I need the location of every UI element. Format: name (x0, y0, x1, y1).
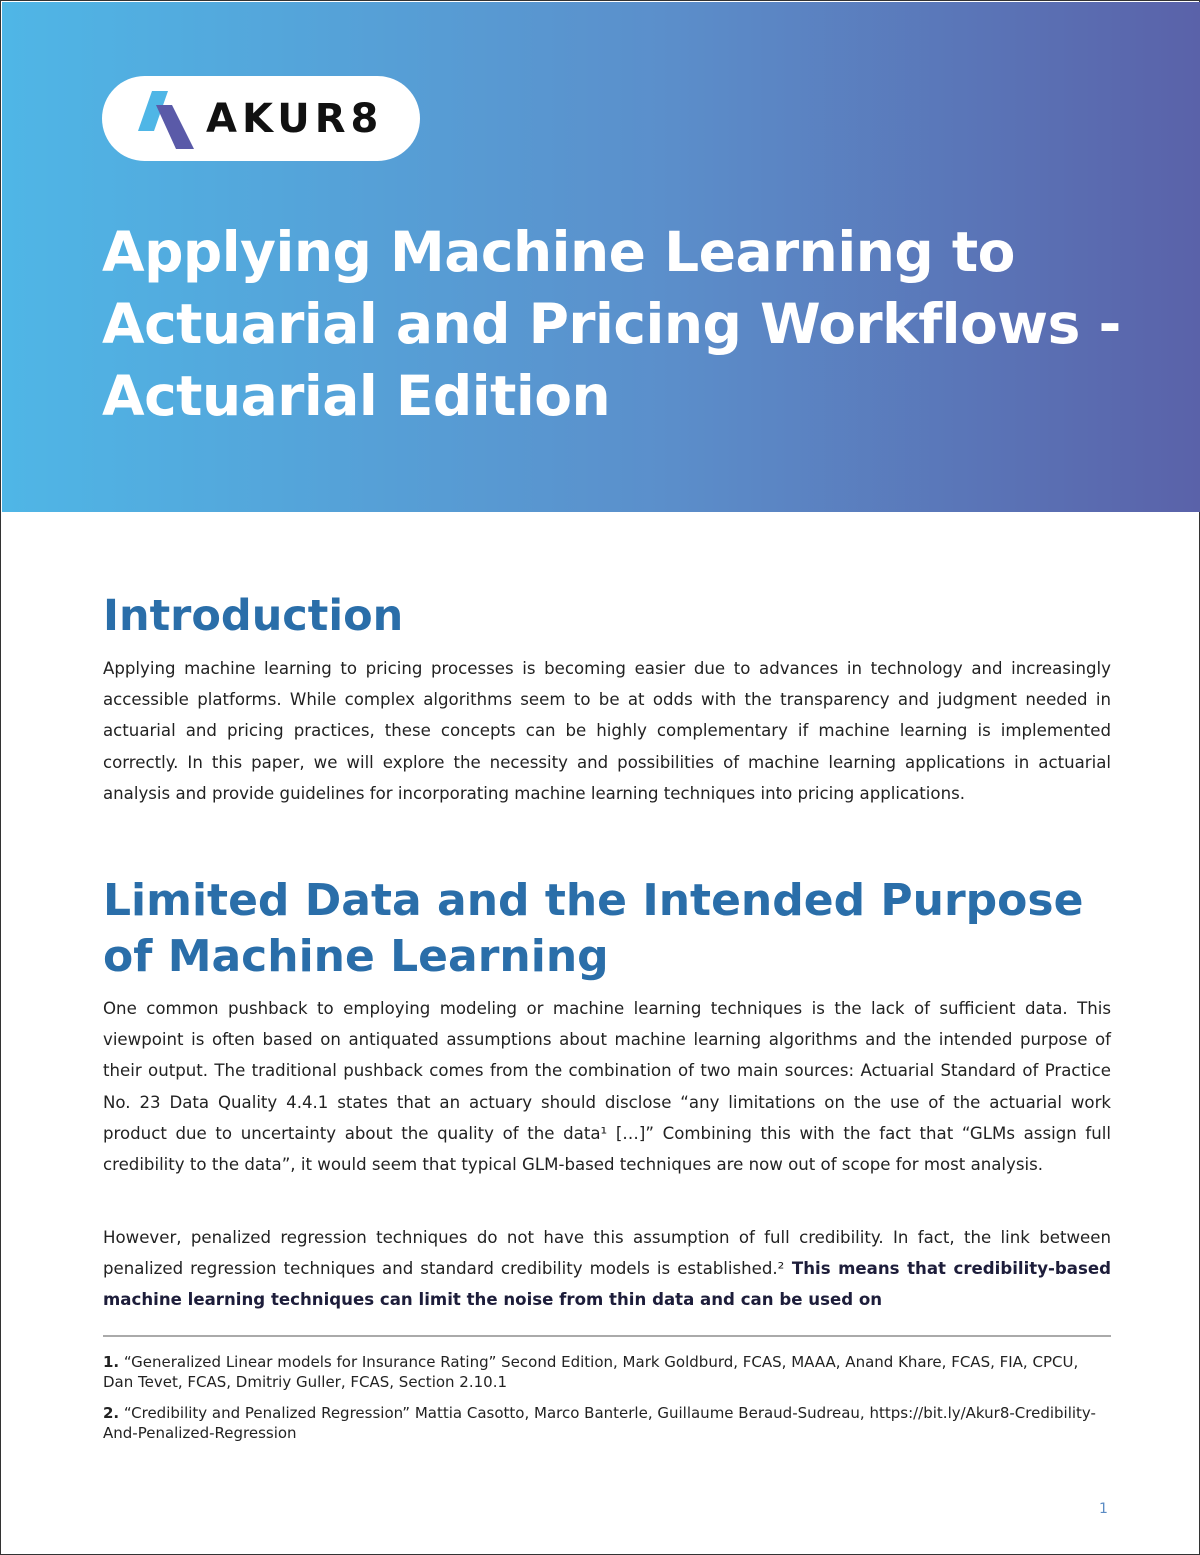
cover-banner (2, 2, 1200, 512)
bold-emphasis: This means that credibility-based machine learning techniques can limit the noise from thin data and can be used on (103, 1259, 1112, 1310)
paragraph-text: However, penalized regression techniques do not have this assumption of full credibility. In fact, the link between penalized regression techniques and standard credibility models is established.² (103, 1228, 1111, 1279)
page-number: 1 (1099, 1501, 1108, 1517)
logo-text: AKUR8 (206, 96, 384, 142)
footnote-number: 2. (103, 1404, 120, 1422)
akur8-logo (102, 76, 420, 161)
footnote-text: “Generalized Linear models for Insurance Rating” Second Edition, Mark Goldburd, FCAS, MAAA, Anand Khare, FCAS, FIA, CPCU, Dan Tevet, FCAS, Dmitriy Guller, FCAS, Section 2.10.1 (103, 1353, 1079, 1391)
section-heading-limited-data: Limited Data and the Intended Purpose of Machine Learning (103, 875, 1084, 982)
footnote-text: “Credibility and Penalized Regression” Mattia Casotto, Marco Banterle, Guillaume Beraud-Sudreau, https://bit.ly/Akur8-Credibility-And-Penalized-Regression (103, 1404, 1096, 1442)
footnote-number: 1. (103, 1353, 120, 1371)
footnote-1 (103, 1352, 1111, 1392)
limited-data-paragraph-2 (103, 1222, 1111, 1316)
akur8-logo-mark-icon (138, 91, 194, 149)
footnote-2 (103, 1403, 1111, 1443)
section-heading-introduction: Introduction (103, 591, 404, 641)
document-title: Applying Machine Learning to Actuarial and Pricing Workflows - Actuarial Edition (102, 220, 1121, 428)
introduction-paragraph: Applying machine learning to pricing processes is becoming easier due to advances in technology and increasingly accessible platforms. While complex algorithms seem to be at odds with the transparency and judgment needed in actuarial and pricing practices, these concepts can be highly complementary if machine learning is implemented correctly. In this paper, we will explore the necessity and possibilities of machine learning applications in actuarial analysis and provide guidelines for incorporating machine learning techniques into pricing applications. (103, 659, 1111, 803)
limited-data-paragraph-1: One common pushback to employing modeling or machine learning techniques is the lack of sufficient data. This viewpoint is often based on antiquated assumptions about machine learning algorithms and the intended purpose of their output. The traditional pushback comes from the combination of two main sources: Actuarial Standard of Practice No. 23 Data Quality 4.4.1 states that an actuary should disclose “any limitations on the use of the actuarial work product due to uncertainty about the quality of the data¹ […]” Combining this with the fact that “GLMs assign full credibility to the data”, it would seem that typical GLM-based techniques are now out of scope for most analysis. (103, 999, 1111, 1175)
footnote-divider (103, 1335, 1111, 1337)
